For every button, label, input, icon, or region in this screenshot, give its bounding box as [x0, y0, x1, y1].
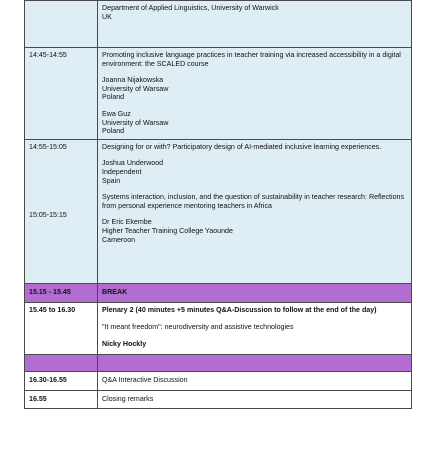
speaker-name: Dr Eric Ekembe [102, 218, 152, 227]
speaker-name: Joshua Underwood [102, 159, 164, 168]
speaker-affiliation: Department of Applied Linguistics, University of Warwick [102, 4, 279, 12]
session-title: Designing for or with? Participatory design of AI-mediated inclusive learning experiences. [102, 142, 382, 151]
schedule-table [24, 0, 412, 409]
session-title: Systems interaction, inclusion, and the question of sustainability in teacher research: Reflections from personal experience mentoring teachers in Africa [102, 193, 405, 210]
session-cell: Closing remarks [98, 390, 412, 409]
speaker-country: Spain [102, 176, 121, 185]
speaker-country: UK [102, 12, 112, 21]
speaker-name: Joanna Nijakowska [102, 76, 164, 85]
speaker-affiliation: University of Warsaw [102, 84, 169, 93]
time-slot: 15:05-15:15 [29, 211, 67, 220]
time-slot: 14:55-15:05 [29, 142, 67, 151]
speaker-name: Nicky Hockly [102, 339, 147, 348]
break-row [25, 283, 412, 303]
speaker-affiliation: Independent [102, 167, 142, 176]
speaker-name: Ewa Guz [102, 109, 131, 118]
time-cell: 15.45 to 16.30 [25, 303, 98, 355]
speaker-affiliation: University of Warsaw [102, 118, 169, 127]
talk-title: "It meant freedom": neurodiversity and assistive technologies [102, 322, 294, 331]
schedule-row [25, 139, 412, 283]
session-cell [98, 355, 412, 372]
plenary-title: Plenary 2 (40 minutes +5 minutes Q&A-Discussion to follow at the end of the day) [102, 306, 377, 315]
session-cell [98, 303, 412, 355]
session-cell [98, 48, 412, 140]
speaker-country: Cameroon [102, 235, 136, 244]
break-label: BREAK [98, 283, 412, 303]
speaker-affiliation: Higher Teacher Training College Yaounde [102, 226, 233, 235]
speaker-country: Poland [102, 93, 125, 102]
speaker-country: Poland [102, 127, 125, 136]
session-cell [98, 1, 412, 48]
session-cell: Q&A Interactive Discussion [98, 372, 412, 391]
time-cell: 15.15 - 15.45 [25, 283, 98, 303]
time-cell [25, 355, 98, 372]
time-cell: 16.55 [25, 390, 98, 409]
session-cell [98, 139, 412, 283]
schedule-row [25, 48, 412, 140]
time-cell [25, 139, 98, 283]
time-cell [25, 1, 98, 48]
session-title: Promoting inclusive language practices in teacher training via increased accessibility in a digital environment: the SCALED course [102, 51, 401, 68]
schedule-row [25, 390, 412, 409]
schedule-row [25, 372, 412, 391]
schedule-row [25, 1, 412, 48]
schedule-row [25, 303, 412, 355]
spacer-row [25, 355, 412, 372]
time-cell: 14:45-14:55 [25, 48, 98, 140]
time-cell: 16.30-16.55 [25, 372, 98, 391]
